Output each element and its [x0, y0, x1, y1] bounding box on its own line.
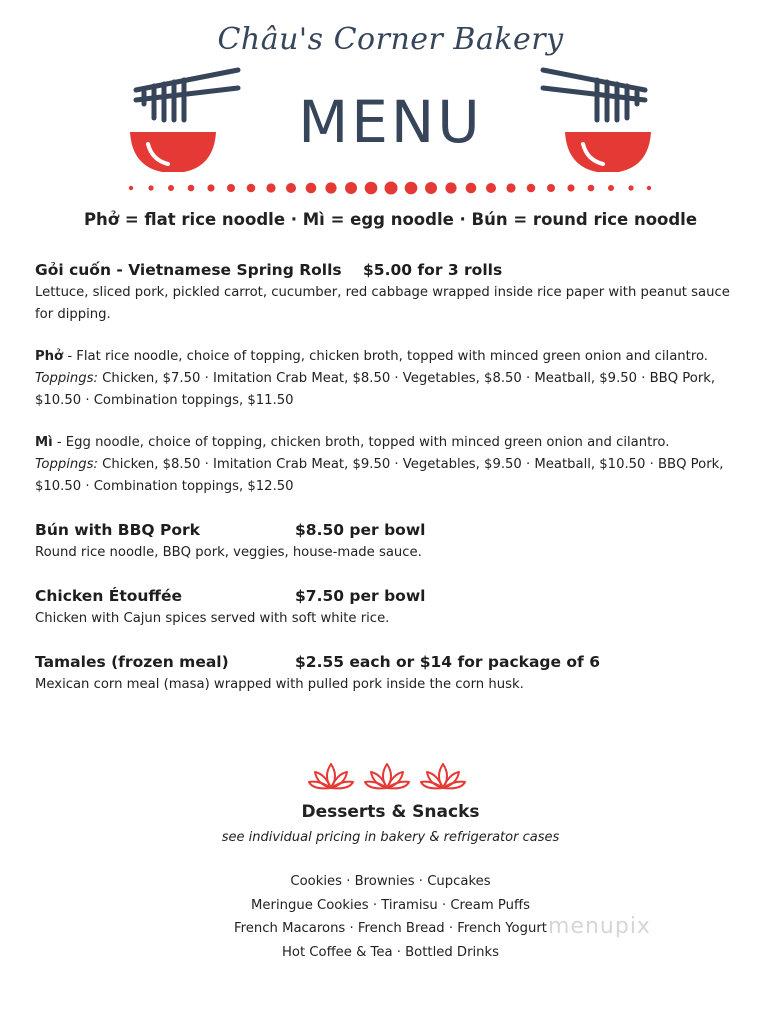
item-description: Mexican corn meal (masa) wrapped with pulled pork inside the corn husk.: [35, 677, 524, 692]
toppings-label: Toppings:: [35, 457, 98, 472]
item-name: Mì: [35, 435, 53, 450]
dessert-line: Cookies · Brownies · Cupcakes: [290, 874, 491, 889]
item-name: Bún with BBQ Pork: [35, 521, 200, 539]
item-price: $2.55 each or $14 for package of 6: [295, 653, 600, 671]
item-price: $7.50 per bowl: [295, 587, 426, 605]
lotus-flowers-icon: [305, 758, 475, 796]
noodle-legend: Phở = flat rice noodle · Mì = egg noodle · Bún = round rice noodle: [83, 210, 698, 229]
menu-item-etouffee: [35, 584, 745, 630]
toppings-list: Chicken, $8.50 · Imitation Crab Meat, $9.50 · Vegetables, $9.50 · Meatball, $10.50 · BBQ Pork, $10.50 · Combination toppings, $12.50: [35, 457, 724, 494]
menu-item-spring-rolls: [35, 258, 745, 326]
item-description: Round rice noodle, BBQ pork, veggies, house-made sauce.: [35, 545, 422, 560]
watermark: menupix: [548, 914, 651, 939]
menu-items: [35, 258, 745, 716]
dessert-line: Hot Coffee & Tea · Bottled Drinks: [281, 944, 500, 960]
dotted-divider: [125, 180, 655, 196]
desserts-title: Desserts & Snacks: [301, 802, 480, 822]
menu-item-bun: [35, 518, 745, 564]
item-description: Lettuce, sliced pork, pickled carrot, cucumber, red cabbage wrapped inside rice paper with peanut sauce for dipping.: [35, 285, 730, 322]
item-name: Gỏi cuốn - Vietnamese Spring Rolls: [35, 261, 342, 279]
dessert-line: French Macarons · French Bread · French Yogurt: [234, 921, 547, 936]
bakery-name: Châu's Corner Bakery: [217, 22, 564, 57]
item-name: Phở: [35, 349, 64, 364]
dessert-line: Meringue Cookies · Tiramisu · Cream Puffs: [251, 897, 530, 913]
desserts-list: [0, 870, 781, 964]
item-description: Chicken with Cajun spices served with soft white rice.: [35, 611, 390, 626]
item-description: - Flat rice noodle, choice of topping, chicken broth, topped with minced green onion and cilantro.: [63, 349, 708, 364]
toppings-list: Chicken, $7.50 · Imitation Crab Meat, $8.50 · Vegetables, $8.50 · Meatball, $9.50 · BBQ Pork, $10.50 · Combination toppings, $11.50: [35, 371, 716, 408]
item-price: $5.00 for 3 rolls: [363, 261, 503, 279]
menu-item-tamales: [35, 650, 745, 696]
toppings-label: Toppings:: [35, 371, 98, 386]
menu-item-mi: [35, 432, 745, 498]
item-name: Tamales (frozen meal): [35, 653, 229, 671]
item-description: - Egg noodle, choice of topping, chicken broth, topped with minced green onion and cilantro.: [52, 435, 670, 450]
item-name: Chicken Étouffée: [35, 587, 183, 605]
item-price: $8.50 per bowl: [295, 521, 426, 539]
menu-item-pho: [35, 346, 745, 412]
menu-title: MENU: [298, 88, 483, 156]
desserts-note: see individual pricing in bakery & refrigerator cases: [221, 830, 560, 845]
